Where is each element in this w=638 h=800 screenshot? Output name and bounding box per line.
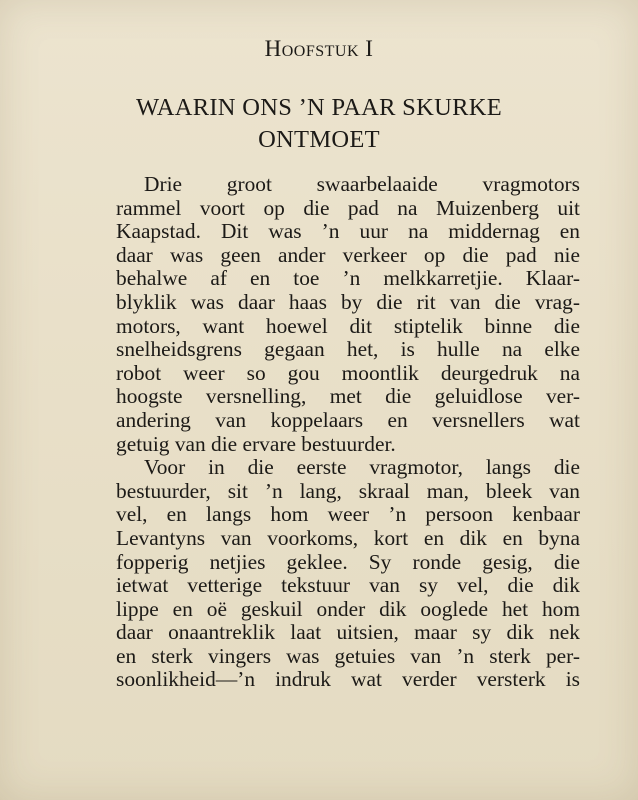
text-line: blyklik was daar haas by die rit van die vrag-	[116, 289, 580, 314]
text-line: en sterk vingers was getuies van ’n sterk per-	[116, 643, 580, 668]
text-line: Levantyns van voorkoms, kort en dik en byna	[116, 525, 580, 550]
chapter-heading: Hoofstuk I	[264, 36, 374, 61]
text-line: daar onaantreklik laat uitsien, maar sy dik nek	[116, 620, 580, 645]
text-line: Voor in die eerste vragmotor, langs die	[144, 455, 580, 480]
text-line: rammel voort op die pad na Muizenberg uit	[116, 195, 580, 220]
text-line: motors, want hoewel dit stiptelik binne die	[116, 313, 580, 338]
text-line: lippe en oë geskuil onder dik ooglede het hom	[116, 596, 580, 621]
text-line: daar was geen ander verkeer op die pad nie	[116, 242, 580, 267]
chapter-title-line: ONTMOET	[258, 126, 380, 153]
text-line: fopperig netjies geklee. Sy ronde gesig, die	[116, 549, 580, 574]
text-line: behalwe af en toe ’n melkkarretjie. Klaar-	[116, 266, 580, 291]
text-line: ietwat vetterige tekstuur van sy vel, die dik	[116, 573, 580, 598]
text-line: bestuurder, sit ’n lang, skraal man, bleek van	[116, 478, 580, 503]
text-line: soonlikheid—’n indruk wat verder versterk is	[116, 667, 580, 692]
paragraph-1	[116, 173, 580, 456]
paragraph-2	[116, 456, 580, 692]
text-line: snelheidsgrens gegaan het, is hulle na elke	[116, 337, 580, 362]
text-line: Drie groot swaarbelaaide vragmotors	[144, 172, 580, 196]
body-text	[116, 173, 580, 692]
chapter-title	[0, 92, 638, 156]
chapter-title-line: WAARIN ONS ’N PAAR SKURKE	[136, 94, 502, 121]
text-line: andering van koppelaars en versnellers wat	[116, 407, 580, 432]
text-line: Kaapstad. Dit was ’n uur na middernag en	[116, 219, 580, 244]
text-line: hoogste versnelling, met die geluidlose ver-	[116, 384, 580, 409]
text-line: getuig van die ervare bestuurder.	[116, 431, 396, 456]
text-line: robot weer so gou moontlik deurgedruk na	[116, 360, 580, 385]
text-line: vel, en langs hom weer ’n persoon kenbaar	[116, 502, 580, 527]
